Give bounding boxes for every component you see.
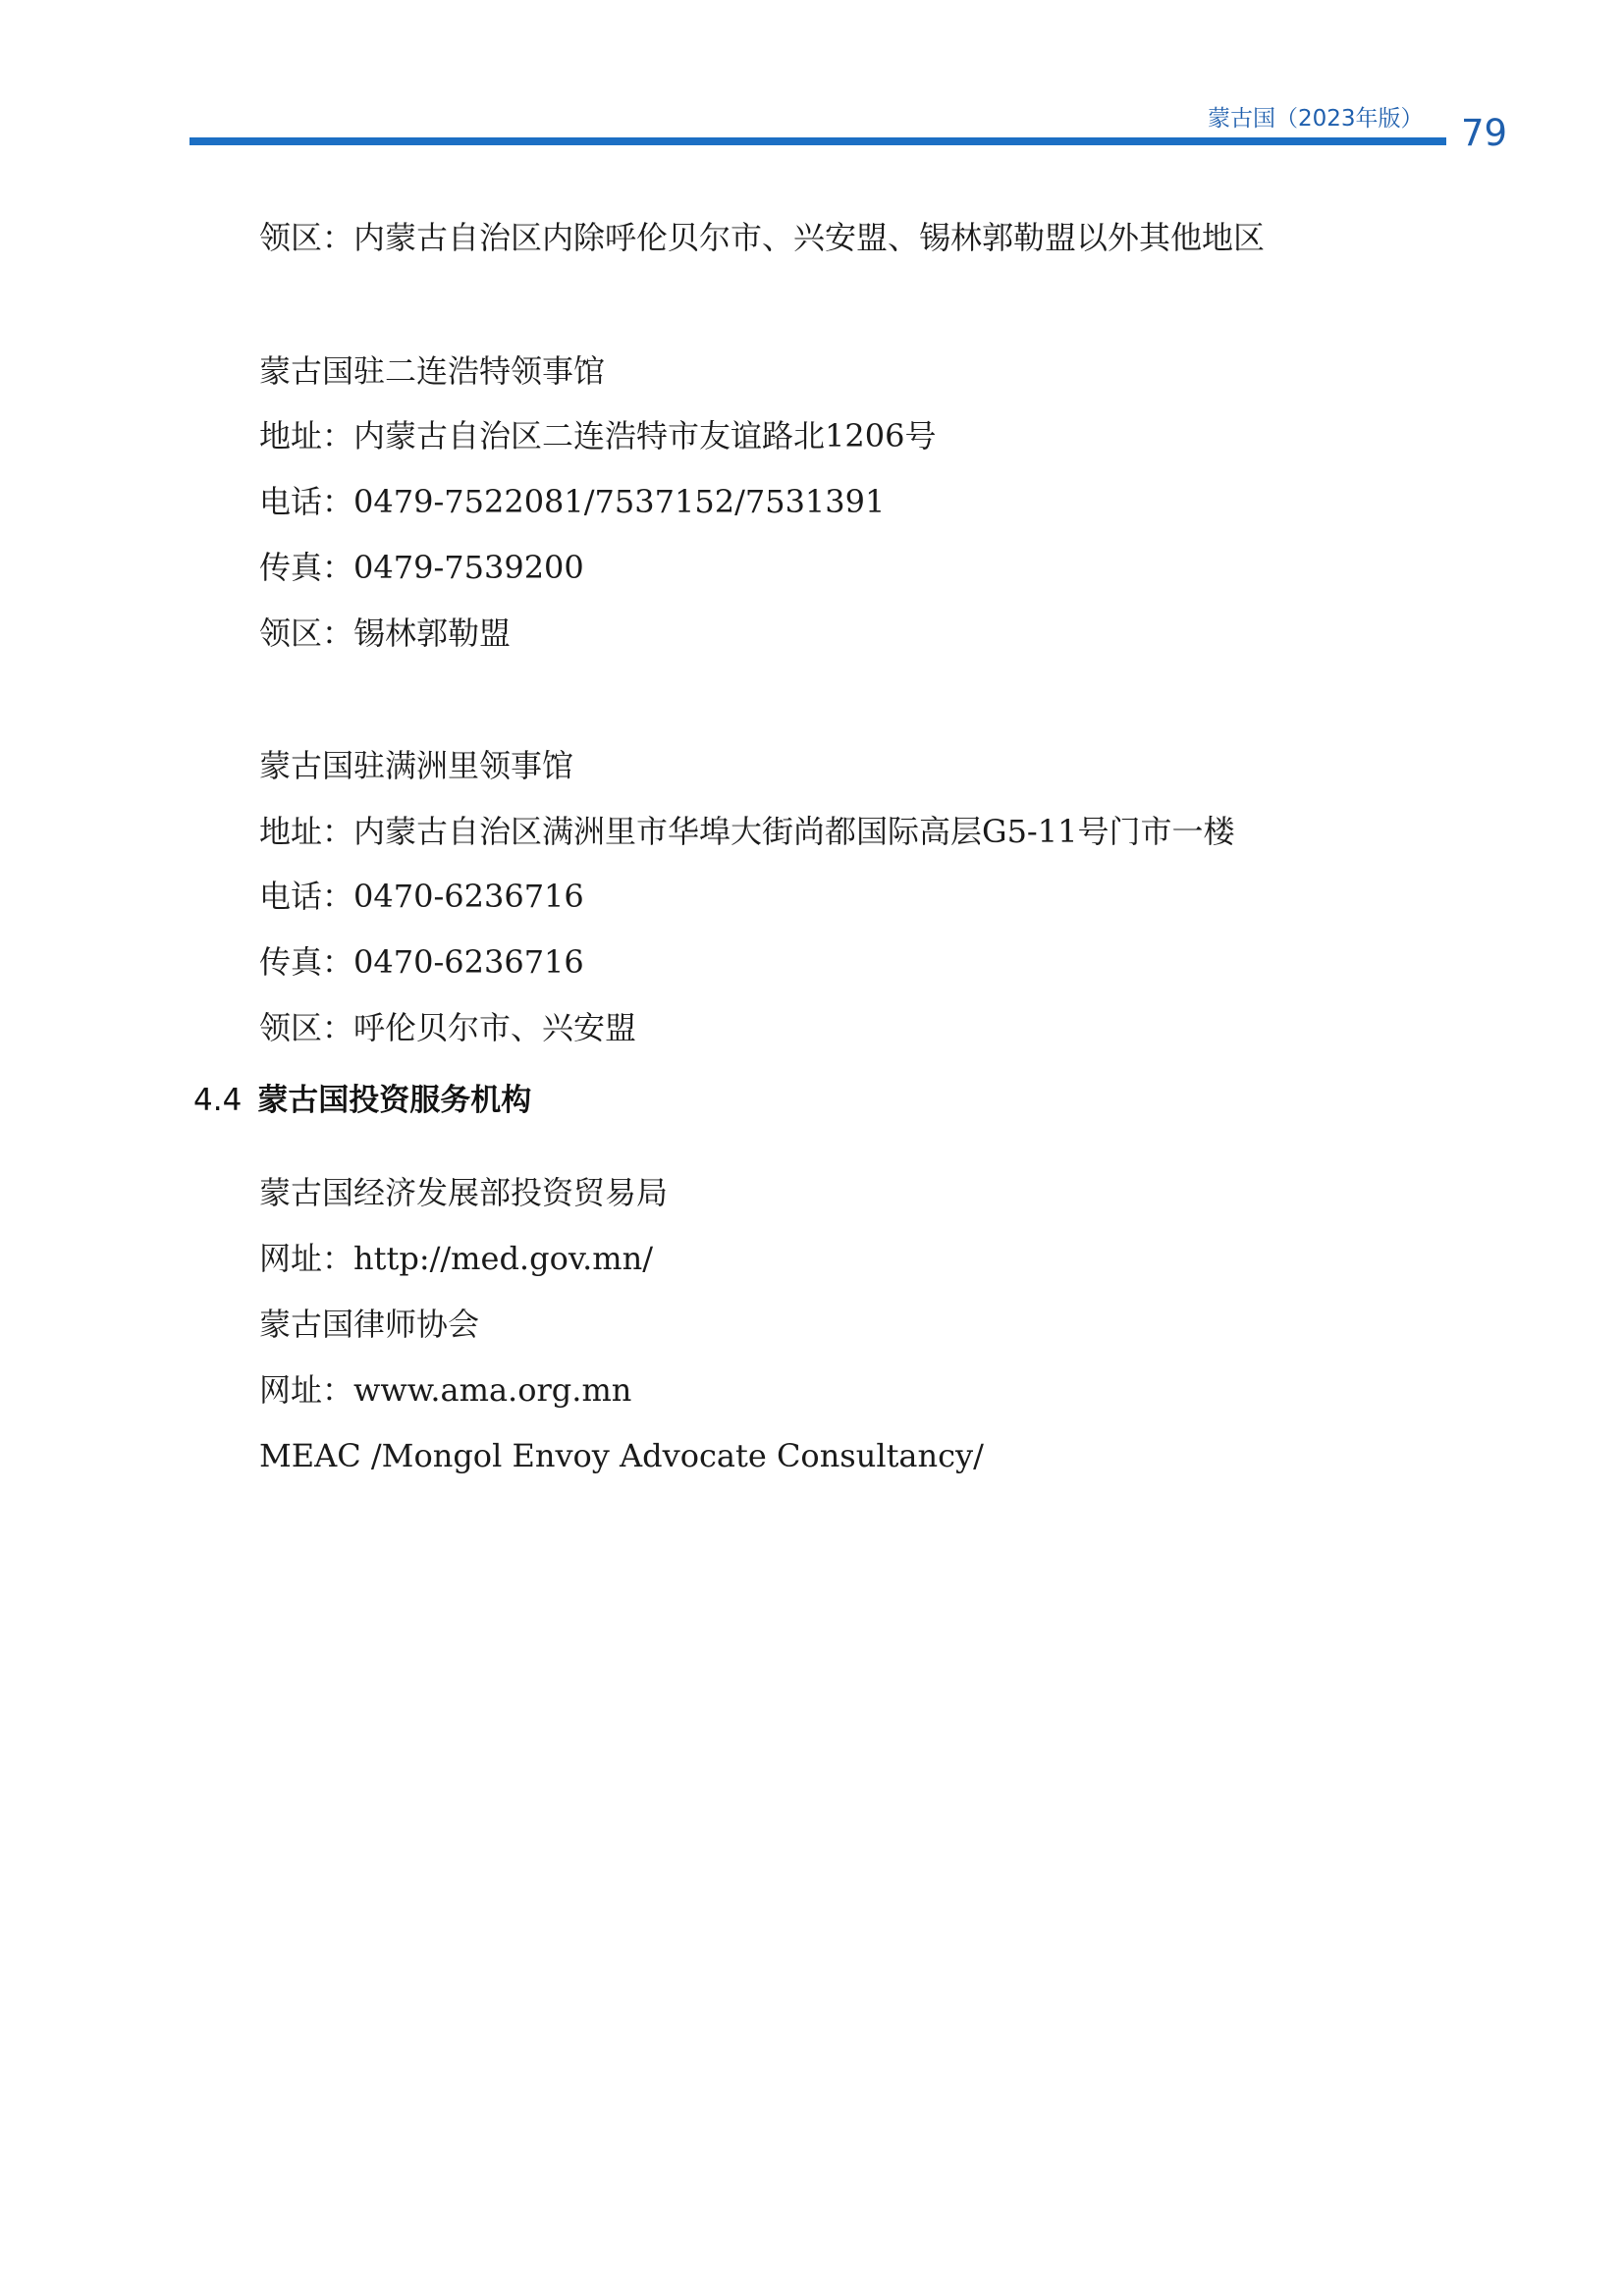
consulate-phone: 电话：0479-7522081/7537152/7531391 — [259, 483, 886, 520]
consulate-fax: 传真：0470-6236716 — [259, 943, 584, 981]
agency-name: 蒙古国律师协会 — [259, 1306, 480, 1343]
section-number: 4.4 — [193, 1083, 243, 1118]
consular-district-line: 领区：内蒙古自治区内除呼伦贝尔市、兴安盟、锡林郭勒盟以外其他地区 — [259, 219, 1266, 256]
running-title: 蒙古国（2023年版） — [1208, 106, 1424, 132]
section-heading — [193, 1083, 532, 1118]
consulate-address: 地址：内蒙古自治区二连浩特市友谊路北1206号 — [259, 417, 937, 454]
agency-name: MEAC /Mongol Envoy Advocate Consultancy/ — [259, 1437, 984, 1474]
consulate-fax: 传真：0479-7539200 — [259, 549, 584, 586]
consulate-name: 蒙古国驻满洲里领事馆 — [259, 747, 574, 784]
consulate-name: 蒙古国驻二连浩特领事馆 — [259, 352, 606, 390]
agency-website: 网址：http://med.gov.mn/ — [259, 1240, 654, 1277]
agency-name: 蒙古国经济发展部投资贸易局 — [259, 1174, 669, 1211]
header-rule — [189, 137, 1446, 145]
page-number: 79 — [1461, 112, 1508, 154]
consulate-district: 领区：锡林郭勒盟 — [259, 614, 512, 652]
consulate-address: 地址：内蒙古自治区满洲里市华埠大街尚都国际高层G5-11号门市一楼 — [259, 813, 1235, 850]
section-title: 蒙古国投资服务机构 — [257, 1083, 532, 1118]
agency-website: 网址：www.ama.org.mn — [259, 1371, 632, 1409]
consulate-district: 领区：呼伦贝尔市、兴安盟 — [259, 1009, 637, 1046]
consulate-phone: 电话：0470-6236716 — [259, 878, 584, 915]
